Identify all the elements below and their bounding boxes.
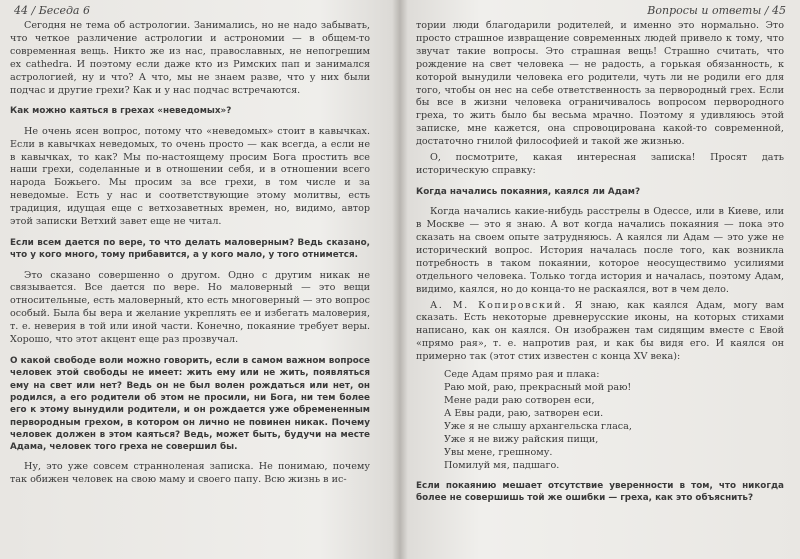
- question-heading: О какой свободе воли можно говорить, если в самом важном вопросе человек этой свободы не имеет: жить ему или не жить, появляться ему на свет или нет? Ведь он не был волен рождаться или нет, он родился, а его родители об этом не просили, ни Бога, ни тем более его к этому вынудили родители, и он рождается уже обремененным первородным грехом, в котором он лично не повинен никак. Почему человек должен в этом каяться? Ведь, может быть, будучи на месте Адама, человек того греха не совершил бы.: [10, 356, 370, 453]
- paragraph: Сегодня не тема об астрологии. Занимались, но не надо забывать, что четкое различение астрологии и астрономии — в общем-то современная вещь. Никто же из нас, православных, не непогрешим ex cathedra. И поэтому если даже кто из Римских пап и занимался астрологией, ну и что? А что, мы не знаем разве, что у них были подчас и другие грехи? Как и у нас подчас встречаются.: [10, 20, 370, 96]
- poem-line: Уже я не слышу архангельска гласа,: [444, 421, 632, 433]
- poem: [444, 368, 784, 472]
- speaker-text: Я знаю, как каялся Адам, могу вам сказать. Есть некоторые древнерусские иконы, на которых стихами написано, как он каялся. Он изображен там сидящим вместе с Евой «прямо рая», т. е. напротив рая, и как бы видя его. И каялся он примерно так (этот стих известен с конца XV века):: [416, 299, 784, 363]
- paragraph: [416, 300, 784, 365]
- poem-line: Седе Адам прямо рая и плака:: [444, 369, 600, 381]
- paragraph: О, посмотрите, какая интересная записка! Просят дать историческую справку:: [416, 152, 784, 176]
- question-heading: Как можно каяться в грехах «неведомых»?: [10, 106, 232, 117]
- right-page: [404, 0, 800, 559]
- right-page-body: [416, 20, 784, 513]
- paragraph: Не очень ясен вопрос, потому что «неведомых» стоит в кавычках. Если в кавычках неведомых, то очень просто — как всегда, а если не в кавычках, то как? Мы по-настоящему просим Бога простить все наши грехи, соделанные и в отношении себя, и в отношении всего народа Божьего. Мы просим за все грехи, в том числе и за неведомые. Есть у нас и соответствующие этому молитвы, есть традиция, идущая еще с ветхозаветных времен, но, видимо, автор этой записки Ветхий завет еще не читал.: [10, 125, 370, 228]
- left-page-body: [10, 20, 370, 490]
- poem-line: Мене ради раю сотворен еси,: [444, 395, 595, 407]
- poem-line: Раю мой, раю, прекрасный мой раю!: [444, 382, 632, 394]
- question-heading: Если всем дается по вере, то что делать маловерным? Ведь сказано, что у кого много, тому прибавится, а у кого мало, у того отнимется.: [10, 237, 370, 261]
- poem-line: Увы мене, грешному.: [444, 447, 553, 459]
- question-heading: Если покаянию мешает отсутствие уверенности в том, что никогда более не совершишь той же ошибки — греха, как это объяснить?: [416, 481, 784, 504]
- left-page-header: 44 / Беседа 6: [14, 4, 90, 17]
- paragraph: Когда начались какие-нибудь расстрелы в Одессе, или в Киеве, или в Москве — это я знаю. А вот когда начались покаяния — пока это сказать на своем опыте затрудняюсь. А каялся ли Адам — это уже не исторический вопрос. История началась после того, как возникла потребность в таком покаянии, которое неосуществимо усилиями отдельного человека. Только тогда история и началась, поэтому Адам, видимо, каялся, но до конца-то не раскаялся, вот в чем дело.: [416, 206, 784, 295]
- speaker-name: А. М. Копировский.: [430, 299, 567, 311]
- poem-line: А Евы ради, раю, затворен еси.: [444, 408, 604, 420]
- paragraph: тории люди благодарили родителей, и именно это нормально. Это просто страшное извращение современных людей привело к тому, что звучат такие вопросы. Это страшная вещь! Страшно считать, что рождение на свет человека — не радость, а горькая обязанность, к которой вынудили человека его родители, чуть ли не родили его для того, чтобы он нес на себе ответственность за первородный грех. Если бы все в жизни человека ограничивалось вопросом первородного греха, то жить было бы весьма мрачно. Поэтому я удивляюсь этой записке, мне кажется, она спровоцирована какой-то современной, достаточно гнилой философией и такой же жизнью.: [416, 20, 784, 148]
- poem-line: Уже я не вижу райския пищи,: [444, 434, 599, 446]
- paragraph: Ну, это уже совсем странноленая записка. Не понимаю, почему так обижен человек на свою маму и своего папу. Всю жизнь в ис-: [10, 461, 370, 486]
- poem-line: Помилуй мя, падшаго.: [444, 460, 560, 472]
- question-heading: Когда начались покаяния, каялся ли Адам?: [416, 186, 641, 197]
- paragraph: Это сказано совершенно о другом. Одно с другим никак не связывается. Все дается по вере. Но маловерный — это вещи относительные, есть маловерный, кто есть многоверный — это вопрос особый. Была бы вера и желание укреплять ее и избегать маловерия, т. е. неверия в той или иной части. Конечно, покаяние требует веры. Хорошо, что этот акцент еще раз прозвучал.: [10, 269, 370, 346]
- right-page-header: Вопросы и ответы / 45: [647, 4, 786, 17]
- left-page: [0, 0, 396, 559]
